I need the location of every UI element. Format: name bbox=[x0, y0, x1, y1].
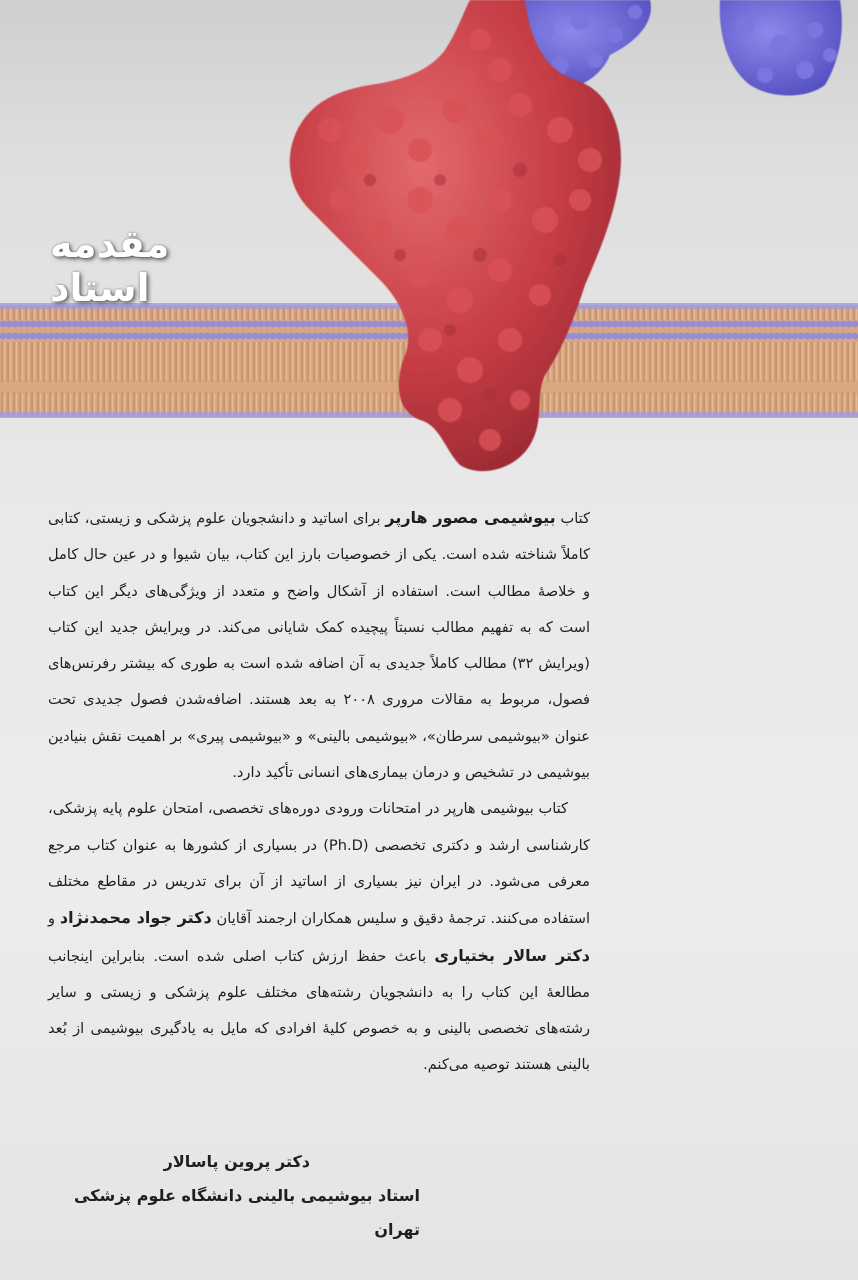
preface-paragraph-1 bbox=[48, 500, 590, 791]
preface-body bbox=[48, 500, 590, 1084]
faint-background-texture bbox=[560, 1130, 760, 1240]
text-run: کتاب bbox=[555, 510, 590, 527]
text-run: باعث حفظ ارزش کتاب اصلی شده است. بنابراین اینجانب مطالعهٔ این کتاب را به دانشجویان رشته‌های مختلف علوم پزشکی و زیستی و سایر رشته‌های تخصصی بالینی و به خصوص کلیهٔ افرادی که مایل به یادگیری بیوشیمی از بُعد بالینی هستند توصیه می‌کنم. bbox=[48, 947, 590, 1074]
text-run: کتاب بیوشیمی هارپر در امتحانات ورودی دوره‌های تخصصی، امتحان علوم پایه پزشکی، کارشناسی ارشد و دکتری تخصصی (Ph.D) در بسیاری از کشورها به عنوان کتاب مرجع معرفی می‌شود. در ایران نیز بسیاری از اساتید از آن برای تدریس در مقاطع مختلف استفاده می‌کنند. ترجمهٔ دقیق و سلیس همکاران ارجمند آقایان bbox=[48, 800, 591, 928]
text-run: برای اساتید و دانشجویان علوم پزشکی و زیستی، کتابی کاملاً شناخته شده است. یکی از خصوصیات بارز این کتاب، بیان شیوا و در عین حال کامل و خلاصهٔ مطالب است. استفاده از آشکال واضح و متعدد از ویژگی‌های دیگر این کتاب است که به تفهیم مطالب نسبتاً پیچیده کمک شایانی می‌کند. در ویرایش جدید این کتاب (ویرایش ۳۲) مطالب کاملاً جدیدی به آن اضافه شده است به طوری که بیشتر رفرنس‌های فصول، مربوط به مقالات مروری ۲۰۰۸ به بعد هستند. اضافه‌شدن فصول جدیدی تحت عنوان «بیوشیمی سرطان»، «بیوشیمی بالینی» و «بیوشیمی پیری» بر اهمیت نقش بنیادین بیوشیمی در تشخیص و درمان بیماری‌های انسانی تأکید دارد. bbox=[48, 510, 590, 782]
text-run: و bbox=[48, 910, 60, 928]
book-title-bold: بیوشیمی مصور هارپر bbox=[385, 508, 556, 527]
translator-name-2: دکتر سالار بختیاری bbox=[434, 945, 590, 965]
signature-block bbox=[40, 1145, 420, 1247]
translator-name-1: دکتر جواد محمدنژاد bbox=[59, 908, 212, 928]
preface-paragraph-2 bbox=[48, 791, 590, 1083]
signature-name: دکتر پروین پاسالار bbox=[163, 1152, 310, 1171]
signature-title: استاد بیوشیمی بالینی دانشگاه علوم پزشکی تهران bbox=[74, 1186, 420, 1239]
page-heading: مقدمه استاد bbox=[50, 222, 170, 310]
